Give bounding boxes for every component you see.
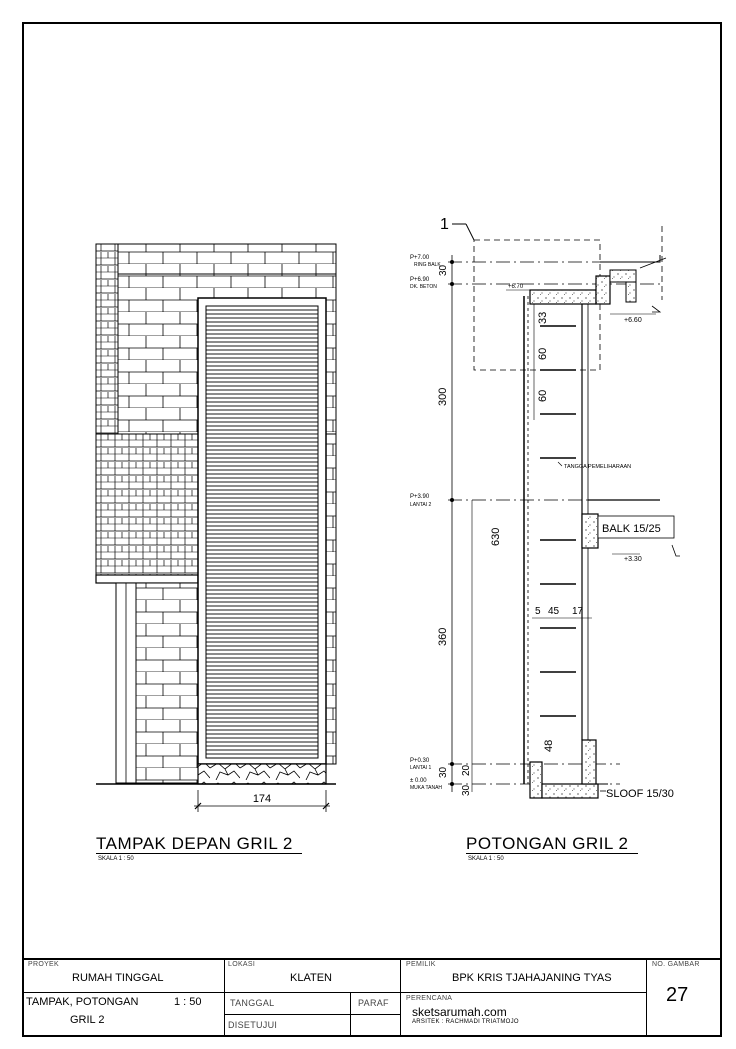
no-gambar-value: 27 xyxy=(666,984,689,1006)
level-lantai1-name: LANTAI 1 xyxy=(410,765,432,771)
dim-360: 360 xyxy=(437,627,449,646)
section-view xyxy=(410,216,680,800)
front-elevation xyxy=(96,244,336,812)
balk-label: BALK 15/25 xyxy=(602,523,661,535)
front-view-scale: SKALA 1 : 50 xyxy=(98,856,134,862)
sloof-label: SLOOF 15/30 xyxy=(606,788,674,800)
disetujui-label: DISETUJUI xyxy=(228,1020,278,1030)
drawing-scale: 1 : 50 xyxy=(174,996,202,1008)
website: sketsarumah.com xyxy=(412,1005,507,1019)
front-view-title: TAMPAK DEPAN GRIL 2 xyxy=(96,834,293,853)
dim-30-b: 30 xyxy=(461,784,472,796)
proyek-label: PROYEK xyxy=(28,961,59,968)
no-gambar-label: NO. GAMBAR xyxy=(652,961,700,968)
level-dkbeton-name: DK. BETON xyxy=(410,284,437,290)
section-title-underline xyxy=(466,853,638,854)
front-title-underline xyxy=(96,853,302,854)
dim-30-a: 30 xyxy=(438,766,449,778)
title-block xyxy=(22,958,722,1037)
level-ringbalk-name: RING BALK xyxy=(414,262,441,268)
elev-330: +3.30 xyxy=(624,556,642,563)
level-dkbeton-elev: P+6.90 xyxy=(410,277,430,283)
pemilik-label: PEMILIK xyxy=(406,961,436,968)
dim-30-top: 30 xyxy=(438,264,449,276)
level-lantai1-elev: P+0.30 xyxy=(410,758,430,764)
pemilik-value: BPK KRIS TJAHAJANING TYAS xyxy=(452,972,612,984)
tanggal-label: TANGGAL xyxy=(230,998,275,1008)
dim-5: 5 xyxy=(535,606,541,617)
drawing-title-1: TAMPAK, POTONGAN xyxy=(26,996,139,1008)
level-ringbalk-elev: P+7.00 xyxy=(410,255,430,261)
dim-48: 48 xyxy=(543,739,555,752)
drawing-title-2: GRIL 2 xyxy=(70,1014,105,1026)
elev-670: +6.70 xyxy=(508,284,524,290)
dim-45: 45 xyxy=(548,606,560,617)
level-lantai2-name: LANTAI 2 xyxy=(410,502,432,508)
level-tanah-elev: ± 0.00 xyxy=(410,778,427,784)
stair-label: TANGGA PEMELIHARAAN xyxy=(564,464,632,470)
perencana-label: PERENCANA xyxy=(406,995,453,1002)
proyek-value: RUMAH TINGGAL xyxy=(72,972,164,984)
ladder-rungs xyxy=(540,326,576,716)
dim-630: 630 xyxy=(490,527,502,546)
section-view-title: POTONGAN GRIL 2 xyxy=(466,834,629,853)
front-width-dim: 174 xyxy=(252,793,272,805)
dim-300: 300 xyxy=(437,387,449,406)
arsitek: ARSITEK : RACHMADI TRIATMOJO xyxy=(412,1019,519,1025)
section-view-scale: SKALA 1 : 50 xyxy=(468,856,504,862)
dim-20: 20 xyxy=(461,764,472,776)
dim-33: 33 xyxy=(537,311,549,324)
level-tanah-name: MUKA TANAH xyxy=(410,785,443,791)
paraf-label: PARAF xyxy=(358,998,389,1008)
lokasi-label: LOKASI xyxy=(228,961,256,968)
dim-17: 17 xyxy=(572,606,584,617)
lokasi-value: KLATEN xyxy=(290,972,332,984)
dim-60-a: 60 xyxy=(537,347,549,360)
dim-60-b: 60 xyxy=(537,389,549,402)
elev-660: +6.60 xyxy=(624,317,642,324)
level-lantai2-elev: P+3.90 xyxy=(410,494,430,500)
section-marker: 1 xyxy=(440,216,449,233)
